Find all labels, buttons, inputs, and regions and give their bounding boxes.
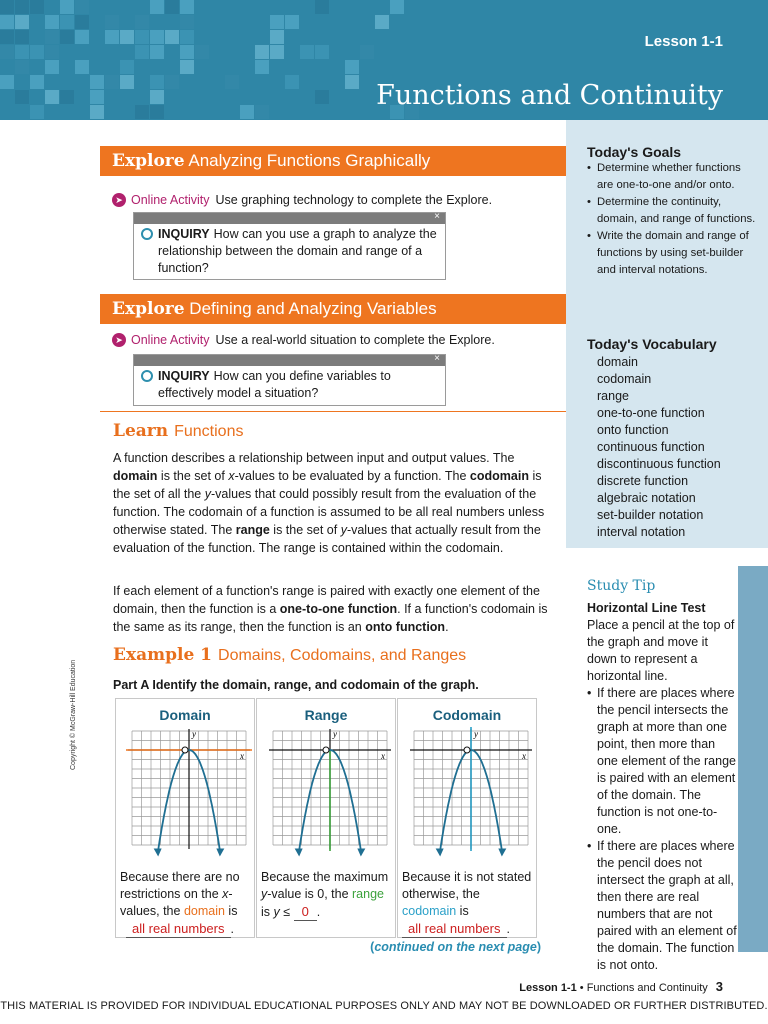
inquiry-box-1	[133, 212, 446, 280]
text: is	[224, 904, 238, 918]
learn-divider	[100, 411, 566, 412]
answer-blank: all real numbers	[402, 920, 507, 938]
header-pattern-tile	[105, 30, 119, 44]
header-pattern-tile	[285, 15, 299, 29]
header-pattern-tile	[120, 75, 134, 89]
key-term: range	[352, 887, 384, 901]
x-axis-label: x	[522, 751, 526, 761]
text: -values that actually result from the evaluation of the function. The range is contained within the codomain.	[113, 523, 541, 555]
header-pattern-tile	[60, 0, 74, 14]
header-pattern-tile	[45, 90, 59, 104]
text: A function describes a relationship between input and output values. The	[113, 451, 515, 465]
header-pattern-tile	[165, 30, 179, 44]
text: Because the maximum	[261, 870, 389, 884]
curve-arrow	[357, 848, 365, 856]
goal-item: • Determine the continuity, domain, and range of functions.	[587, 194, 757, 228]
vocab-item: onto function	[597, 423, 669, 437]
inquiry-titlebar	[134, 355, 445, 366]
header-pattern-tile	[150, 75, 164, 89]
online-activity-1[interactable]	[112, 193, 492, 207]
text: ≤	[279, 905, 294, 919]
learn-paragraph-2	[113, 582, 553, 636]
header-pattern-tile	[135, 15, 149, 29]
header-pattern-tile	[255, 105, 269, 119]
text: -values that could possibly result from the evaluation of the function. The codomain of a function is assumed to be all real numbers unless otherwise stated. The	[113, 487, 545, 537]
curve-arrow	[154, 848, 162, 856]
header-pattern-tile	[75, 15, 89, 29]
header-pattern-tile	[315, 45, 329, 59]
text: .	[230, 922, 234, 936]
header-pattern-tile	[90, 105, 104, 119]
header-pattern-tile	[15, 60, 29, 74]
continued-note	[370, 940, 541, 954]
explore-word: Explore	[112, 151, 185, 171]
header-pattern-tile	[30, 45, 44, 59]
study-tip-list	[587, 685, 739, 974]
header-pattern-tile	[60, 90, 74, 104]
copyright-notice: Copyright © McGraw-Hill Education	[70, 659, 77, 770]
header-pattern-tile	[15, 90, 29, 104]
online-activity-text: Use graphing technology to complete the Explore.	[215, 193, 493, 207]
text: Because it is not stated otherwise, the	[402, 870, 532, 901]
text: )	[536, 940, 541, 954]
vocab-item: one-to-one function	[597, 406, 705, 420]
header-pattern-tile	[75, 0, 89, 14]
explore-heading-1	[100, 146, 566, 176]
text: -value is 0, the	[267, 887, 353, 901]
header-pattern-tile	[75, 30, 89, 44]
text: -values to be evaluated by a function. The	[234, 469, 470, 483]
vocab-item: discontinuous function	[597, 457, 721, 471]
example-word: Example 1	[113, 645, 213, 665]
part-a-prompt: Part A Identify the domain, range, and codomain of the graph.	[113, 678, 479, 692]
mouse-pointer-icon: ➤	[112, 333, 126, 347]
inquiry-body	[134, 224, 445, 281]
vocab-item: discrete function	[597, 474, 689, 488]
graph-title: Range	[304, 707, 348, 723]
header-pattern-tile	[270, 15, 284, 29]
curve-arrow	[498, 848, 506, 856]
header-pattern-tile	[345, 60, 359, 74]
curve-arrow	[295, 848, 303, 856]
header-pattern-tile	[60, 15, 74, 29]
domain-graph	[120, 727, 252, 863]
codomain-graph	[402, 727, 534, 863]
page-number: 3	[715, 979, 723, 994]
header-pattern-tile	[150, 45, 164, 59]
explore-word: Explore	[112, 299, 185, 319]
study-tip-bullet: • If there are places where the pencil does not intersect the graph at all, then there are real numbers that are not paired with an element of the domain. The function is not onto.	[587, 838, 739, 974]
var-x: x	[228, 469, 235, 483]
header-pattern-tile	[150, 105, 164, 119]
header-pattern-tile	[270, 30, 284, 44]
header-pattern-tile	[360, 45, 374, 59]
header-pattern-tile	[180, 15, 194, 29]
learn-title: Functions	[174, 423, 244, 440]
header-pattern-tile	[15, 0, 29, 14]
header-pattern-tile	[0, 75, 14, 89]
graph-caption	[402, 869, 536, 938]
origin-marker	[323, 747, 329, 753]
header-pattern-tile	[90, 90, 104, 104]
close-icon[interactable]: ×	[434, 211, 440, 222]
explore-title: Defining and Analyzing Variables	[189, 299, 437, 318]
inquiry-icon	[141, 228, 153, 240]
header-pattern-tile	[255, 60, 269, 74]
page-header	[0, 0, 768, 120]
header-pattern-tile	[135, 105, 149, 119]
text: is	[261, 905, 274, 919]
answer-blank: 0	[294, 903, 317, 921]
inquiry-body	[134, 366, 445, 406]
header-pattern-tile	[270, 45, 284, 59]
key-term: domain	[183, 904, 225, 918]
header-pattern-tile	[15, 30, 29, 44]
study-tip-title: Study Tip	[587, 578, 656, 594]
graph-title: Codomain	[432, 707, 502, 723]
lesson-label: Lesson 1-1	[644, 33, 723, 50]
header-pattern-tile	[0, 15, 14, 29]
text: . If a function's codomain is the same as its range, then the function is an	[113, 602, 548, 634]
inquiry-box-2	[133, 354, 446, 406]
inquiry-icon	[141, 370, 153, 382]
term-domain: domain	[113, 469, 158, 483]
header-pattern-tile	[150, 30, 164, 44]
var-y: y	[273, 905, 280, 919]
goal-item: • Determine whether functions are one-to-one and/or onto.	[587, 160, 757, 194]
graph-panel-range	[256, 698, 396, 938]
study-tip-subtitle: Horizontal Line Test	[587, 601, 706, 615]
term-range: range	[235, 523, 270, 537]
text: is the set of	[269, 523, 341, 537]
text: Because there are no restrictions on the	[120, 870, 240, 901]
text: .	[506, 922, 510, 936]
header-pattern-tile	[90, 75, 104, 89]
header-pattern-tile	[300, 45, 314, 59]
header-pattern-tile	[390, 0, 404, 14]
text: If each element of a function's range is paired with exactly one element of the domain, then the function is a	[113, 584, 540, 616]
header-pattern-tile	[120, 30, 134, 44]
header-pattern-tile	[75, 60, 89, 74]
range-graph	[261, 727, 393, 863]
text: -values, the	[120, 887, 233, 918]
header-pattern-tile	[0, 0, 14, 14]
header-pattern-tile	[30, 0, 44, 14]
study-tip	[566, 566, 768, 972]
curve-arrow	[216, 848, 224, 856]
vocab-item: interval notation	[597, 525, 686, 539]
header-pattern-tile	[135, 30, 149, 44]
example-heading	[113, 645, 466, 665]
online-activity-label[interactable]: Online Activity	[131, 193, 210, 207]
learn-paragraph-1	[113, 449, 553, 557]
page-title: Functions and Continuity	[376, 80, 723, 111]
header-pattern-tile	[0, 30, 14, 44]
text: .	[316, 905, 321, 919]
y-axis-label: y	[192, 729, 196, 739]
text: •	[576, 982, 587, 994]
header-pattern-tile	[15, 45, 29, 59]
header-pattern-tile	[105, 75, 119, 89]
key-term: codomain	[402, 904, 457, 918]
study-tip-intro: Place a pencil at the top of the graph and move it down to represent a horizontal line.	[587, 618, 735, 683]
header-pattern-tile	[315, 90, 329, 104]
goals-list	[587, 160, 757, 279]
inquiry-titlebar	[134, 213, 445, 224]
header-pattern-tile	[30, 105, 44, 119]
header-pattern-tile	[225, 75, 239, 89]
page-footer	[519, 979, 723, 994]
header-pattern-tile	[150, 0, 164, 14]
text: is	[456, 904, 469, 918]
var-y: y	[261, 887, 268, 901]
graph-title: Domain	[159, 707, 211, 723]
footer-lesson: Lesson 1-1	[519, 982, 577, 994]
header-pattern-tile	[0, 45, 14, 59]
header-pattern-tile	[30, 75, 44, 89]
goal-item: • Write the domain and range of functions by using set-builder and interval notations.	[587, 228, 757, 279]
vocab-item: range	[597, 389, 629, 403]
header-pattern-tile	[45, 45, 59, 59]
vocab-item: set-builder notation	[597, 508, 704, 522]
header-pattern-tile	[240, 105, 254, 119]
header-pattern-tile	[105, 15, 119, 29]
continued-text: continued on the next page	[374, 940, 537, 954]
x-axis-label: x	[240, 751, 244, 761]
text: (	[370, 940, 375, 954]
distribution-disclaimer: THIS MATERIAL IS PROVIDED FOR INDIVIDUAL EDUCATIONAL PURPOSES ONLY AND MAY NOT BE DOWNLOADED OR FURTHER DISTRIBUTED.	[0, 1000, 768, 1012]
term-one-to-one: one-to-one function	[279, 602, 398, 616]
text: .	[445, 620, 449, 634]
example-title: Domains, Codomains, and Ranges	[218, 647, 467, 664]
graph-caption	[120, 869, 254, 938]
header-pattern-tile	[285, 75, 299, 89]
header-pattern-tile	[315, 0, 329, 14]
study-tip-body	[587, 617, 739, 974]
header-pattern-tile	[180, 45, 194, 59]
text: is the set of all the	[113, 469, 542, 501]
inquiry-text: How can you define variables to effectively model a situation?	[158, 369, 391, 400]
close-icon[interactable]: ×	[434, 353, 440, 364]
vocab-list	[597, 354, 721, 541]
learn-word: Learn	[113, 421, 169, 441]
vocab-item: algebraic notation	[597, 491, 696, 505]
header-pattern-tile	[15, 15, 29, 29]
origin-marker	[182, 747, 188, 753]
mouse-pointer-icon: ➤	[112, 193, 126, 207]
study-tip-stripe	[738, 566, 768, 952]
answer-blank: all real numbers	[126, 920, 231, 938]
term-codomain: codomain	[469, 469, 529, 483]
header-pattern-tile	[150, 90, 164, 104]
y-axis-label: y	[333, 729, 337, 739]
online-activity-label[interactable]: Online Activity	[131, 333, 210, 347]
goals-sidebar	[566, 120, 768, 548]
inquiry-label: INQUIRY	[158, 227, 210, 241]
curve-arrow	[436, 848, 444, 856]
var-x: x	[222, 887, 229, 901]
explore-title: Analyzing Functions Graphically	[188, 151, 431, 170]
header-pattern-tile	[60, 30, 74, 44]
vocab-title: Today's Vocabulary	[587, 336, 717, 352]
study-tip-bullet: • If there are places where the pencil intersects the graph at more than one point, then more than one element of the range is paired with an element of the domain. The function is not one-to-one.	[587, 685, 739, 838]
header-pattern-tile	[195, 45, 209, 59]
footer-title: Functions and Continuity	[586, 982, 708, 994]
header-pattern-tile	[45, 15, 59, 29]
explore-heading-2	[100, 294, 566, 324]
inquiry-text: How can you use a graph to analyze the relationship between the domain and range of a function?	[158, 227, 437, 275]
header-pattern-tile	[120, 60, 134, 74]
header-pattern-tile	[180, 0, 194, 14]
header-pattern-tile	[255, 45, 269, 59]
var-y: y	[204, 487, 211, 501]
online-activity-2[interactable]	[112, 333, 495, 347]
graph-panel-codomain	[397, 698, 537, 938]
x-axis-label: x	[381, 751, 385, 761]
y-axis-label: y	[474, 729, 478, 739]
goals-title: Today's Goals	[587, 144, 682, 160]
header-pattern-tile	[45, 30, 59, 44]
header-pattern-tile	[165, 0, 179, 14]
header-pattern-tile	[135, 45, 149, 59]
vocab-item: domain	[597, 355, 638, 369]
header-pattern-tile	[345, 75, 359, 89]
header-pattern-tile	[375, 15, 389, 29]
inquiry-label: INQUIRY	[158, 369, 210, 383]
header-pattern-tile	[45, 60, 59, 74]
term-onto: onto function	[365, 620, 446, 634]
graph-panel-domain	[115, 698, 255, 938]
var-y: y	[340, 523, 347, 537]
vocab-item: continuous function	[597, 440, 705, 454]
header-pattern-tile	[180, 30, 194, 44]
header-pattern-tile	[180, 60, 194, 74]
header-pattern-tile	[165, 75, 179, 89]
online-activity-text: Use a real-world situation to complete the Explore.	[215, 333, 495, 347]
text: is the set of	[157, 469, 229, 483]
origin-marker	[464, 747, 470, 753]
learn-heading	[113, 421, 243, 441]
vocab-item: codomain	[597, 372, 652, 386]
graph-caption	[261, 869, 395, 921]
